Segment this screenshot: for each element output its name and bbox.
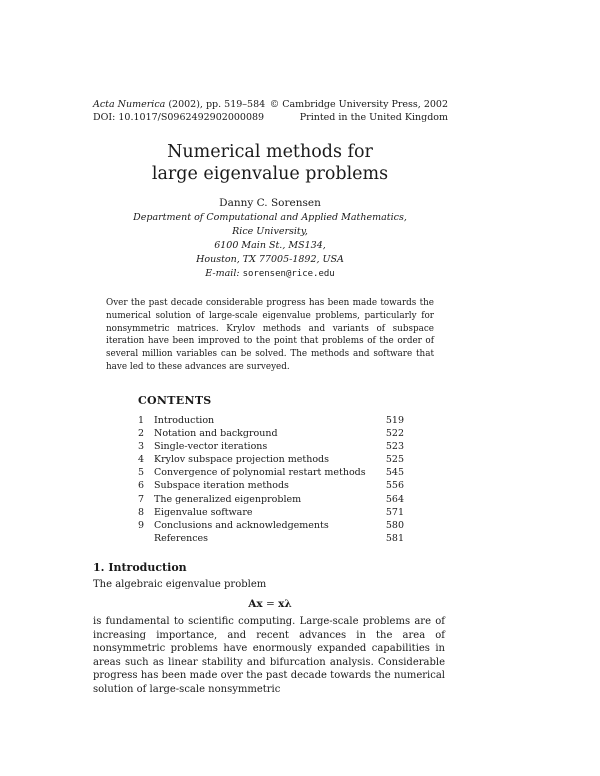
contents-heading: CONTENTS (138, 394, 212, 407)
printed-in: Printed in the United Kingdom (299, 112, 448, 123)
email-label: E-mail: (205, 268, 240, 279)
toc-entry-title: Convergence of polynomial restart methods (154, 467, 366, 479)
toc-entry (138, 479, 404, 492)
toc-entry-page: 580 (385, 519, 404, 531)
title-line-1: Numerical methods for (167, 142, 373, 162)
toc-entry-page: 545 (385, 467, 404, 479)
toc-entry-number: 4 (138, 454, 145, 466)
journal-pages: (2002), pp. 519–584 (165, 99, 266, 110)
toc-entry-title: Notation and background (154, 428, 278, 440)
eigenvalue-equation: Ax = xλ (248, 598, 292, 610)
affiliation-line-2: Rice University, (232, 226, 308, 237)
toc-entry-number (138, 532, 154, 545)
toc-entry (138, 427, 404, 440)
toc-entry (138, 414, 404, 427)
title-line-2: large eigenvalue problems (151, 164, 389, 184)
toc-entry-page: 525 (385, 454, 404, 466)
author-name: Danny C. Sorensen (219, 197, 321, 209)
journal-name: Acta Numerica (93, 99, 166, 110)
affiliation (0, 211, 540, 281)
section-heading: 1. Introduction (93, 561, 187, 574)
doi: DOI: 10.1017/S0962492902000089 (93, 112, 265, 123)
toc-entry-number: 1 (138, 415, 145, 426)
toc-entry-page: 556 (385, 480, 404, 492)
toc-entry-title: The generalized eigenproblem (154, 493, 302, 505)
toc-entry-number: 2 (138, 428, 145, 440)
journal-citation (93, 98, 265, 124)
toc-entry-title: References (154, 532, 209, 544)
equation-rhs: xλ (278, 598, 292, 610)
toc-entry-title: Eigenvalue software (154, 506, 253, 518)
toc-entry-number: 5 (138, 467, 145, 479)
toc-entry (138, 532, 404, 545)
toc-entry-page: 564 (385, 493, 404, 505)
toc-entry-page: 519 (385, 415, 404, 426)
toc-entry (138, 519, 404, 532)
table-of-contents (138, 414, 404, 545)
email-address: sorensen@rice.edu (242, 269, 335, 279)
email-line (0, 267, 540, 281)
toc-entry-title: Introduction (154, 415, 215, 426)
toc-entry-number: 3 (138, 441, 145, 453)
affiliation-line-1: Department of Computational and Applied Mathematics, (133, 212, 407, 223)
toc-entry-title: Conclusions and acknowledgements (154, 519, 329, 531)
toc-entry-page: 571 (385, 506, 404, 518)
toc-entry-title: Single-vector iterations (154, 441, 268, 453)
toc-entry-page: 581 (385, 532, 404, 544)
toc-entry (138, 493, 404, 506)
abstract: Over the past decade considerable progress has been made towards the numerical solution of large-scale eigenvalue problems, particularly for nonsymmetric matrices. Krylov methods and variants of subspace iteration have been improved to the point that problems of the order of several million variables can be solved. The methods and software that have led to these advances are surveyed. (106, 298, 434, 372)
affiliation-line-4: Houston, TX 77005-1892, USA (196, 254, 344, 265)
intro-sentence: The algebraic eigenvalue problem (93, 579, 267, 590)
toc-entry (138, 440, 404, 453)
toc-entry (138, 466, 404, 479)
toc-entry-number: 8 (138, 506, 145, 518)
toc-entry (138, 453, 404, 466)
toc-entry-page: 523 (385, 441, 404, 453)
paper-title (0, 141, 540, 185)
affiliation-line-3: 6100 Main St., MS134, (214, 240, 326, 251)
publisher-info (270, 98, 448, 124)
toc-entry-title: Subspace iteration methods (154, 480, 289, 492)
toc-entry-number: 9 (138, 519, 145, 531)
toc-entry-title: Krylov subspace projection methods (154, 454, 329, 466)
toc-entry-page: 522 (385, 428, 404, 440)
toc-entry-number: 6 (138, 480, 145, 492)
equation-lhs: Ax (248, 598, 263, 610)
toc-entry (138, 506, 404, 519)
copyright: © Cambridge University Press, 2002 (269, 99, 448, 110)
body-paragraph: is fundamental to scientific computing. Large-scale problems are of increasing importance, and recent advances in the area of nonsymmetric problems have enormously expanded capabilities in areas such as linear stability and bifurcation analysis. Considerable progress has been made over the past decade towards the numerical solution of large-scale nonsymmetric (93, 616, 445, 695)
toc-entry-number: 7 (138, 493, 145, 505)
